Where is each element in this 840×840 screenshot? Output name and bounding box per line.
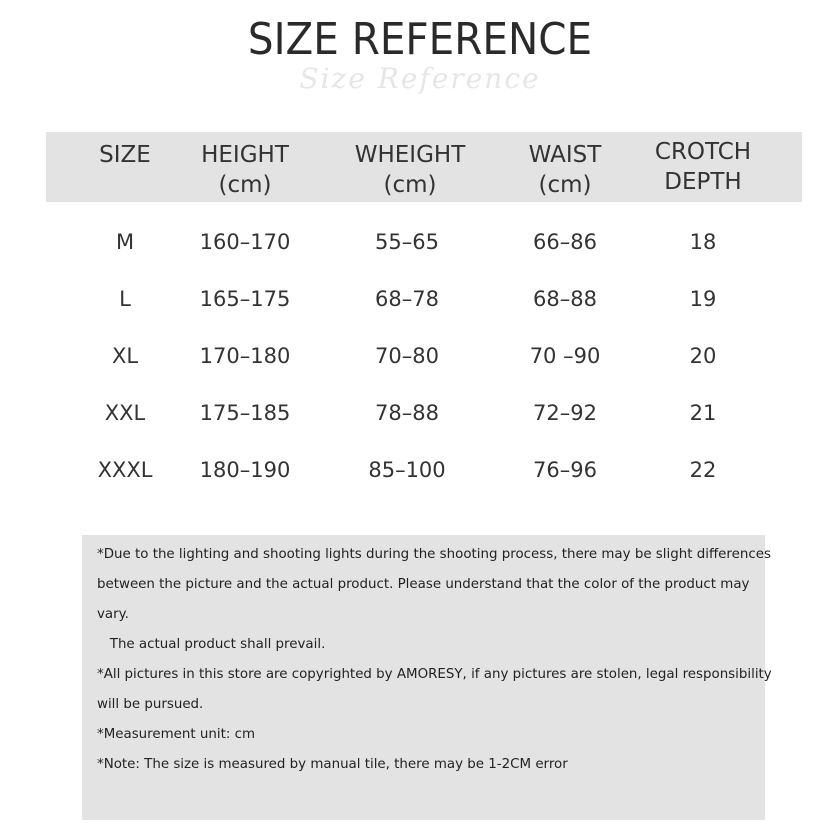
cell-crotch: 21 xyxy=(689,401,717,425)
header-height-unit: (cm) xyxy=(218,172,272,198)
cell-weight: 55–65 xyxy=(375,230,439,254)
cell-height: 180–190 xyxy=(199,458,291,482)
cell-waist: 68–88 xyxy=(533,287,597,311)
cell-height: 175–185 xyxy=(199,401,291,425)
note-line: *All pictures in this store are copyrighted by AMORESY, if any pictures are stolen, legal responsibility xyxy=(97,667,772,682)
cell-crotch: 18 xyxy=(689,230,717,254)
header-height-label: HEIGHT xyxy=(201,142,289,168)
header-waist xyxy=(500,140,630,200)
header-weight xyxy=(335,140,485,200)
cell-waist: 72–92 xyxy=(533,401,597,425)
header-size xyxy=(70,140,180,170)
note-line: *Due to the lighting and shooting lights during the shooting process, there may be slight differences xyxy=(97,547,771,562)
note-line: *Note: The size is measured by manual tile, there may be 1-2CM error xyxy=(97,757,568,772)
cell-crotch: 20 xyxy=(689,344,717,368)
cell-crotch: 22 xyxy=(689,458,717,482)
page-subtitle-script: Size Reference xyxy=(299,62,541,95)
cell-weight: 85–100 xyxy=(368,458,446,482)
header-crotch-unit: DEPTH xyxy=(664,169,742,195)
header-waist-unit: (cm) xyxy=(538,172,592,198)
cell-waist: 70 –90 xyxy=(529,344,601,368)
header-weight-unit: (cm) xyxy=(383,172,437,198)
note-line: will be pursued. xyxy=(97,697,204,712)
cell-weight: 68–78 xyxy=(375,287,439,311)
cell-crotch: 19 xyxy=(689,287,717,311)
note-line: *Measurement unit: cm xyxy=(97,727,256,742)
cell-height: 170–180 xyxy=(199,344,291,368)
cell-size: XXXL xyxy=(97,458,153,482)
cell-waist: 66–86 xyxy=(533,230,597,254)
header-waist-label: WAIST xyxy=(528,142,602,168)
cell-size: M xyxy=(115,230,135,254)
cell-weight: 78–88 xyxy=(375,401,439,425)
cell-size: XL xyxy=(111,344,139,368)
note-line: between the picture and the actual product. Please understand that the color of the product may xyxy=(97,577,750,592)
header-crotch-depth xyxy=(633,137,773,197)
cell-waist: 76–96 xyxy=(533,458,597,482)
cell-size: XXL xyxy=(104,401,146,425)
notes-box xyxy=(82,535,772,820)
note-line: vary. xyxy=(97,607,129,622)
header-crotch-label: CROTCH xyxy=(654,139,752,165)
note-line: The actual product shall prevail. xyxy=(97,637,326,652)
cell-height: 160–170 xyxy=(199,230,291,254)
header-height xyxy=(180,140,310,200)
header-weight-label: WHEIGHT xyxy=(354,142,466,168)
cell-weight: 70–80 xyxy=(375,344,439,368)
cell-size: L xyxy=(119,287,131,311)
page-title: SIZE REFERENCE xyxy=(247,14,593,65)
cell-height: 165–175 xyxy=(199,287,291,311)
header-size-label: SIZE xyxy=(99,142,151,168)
